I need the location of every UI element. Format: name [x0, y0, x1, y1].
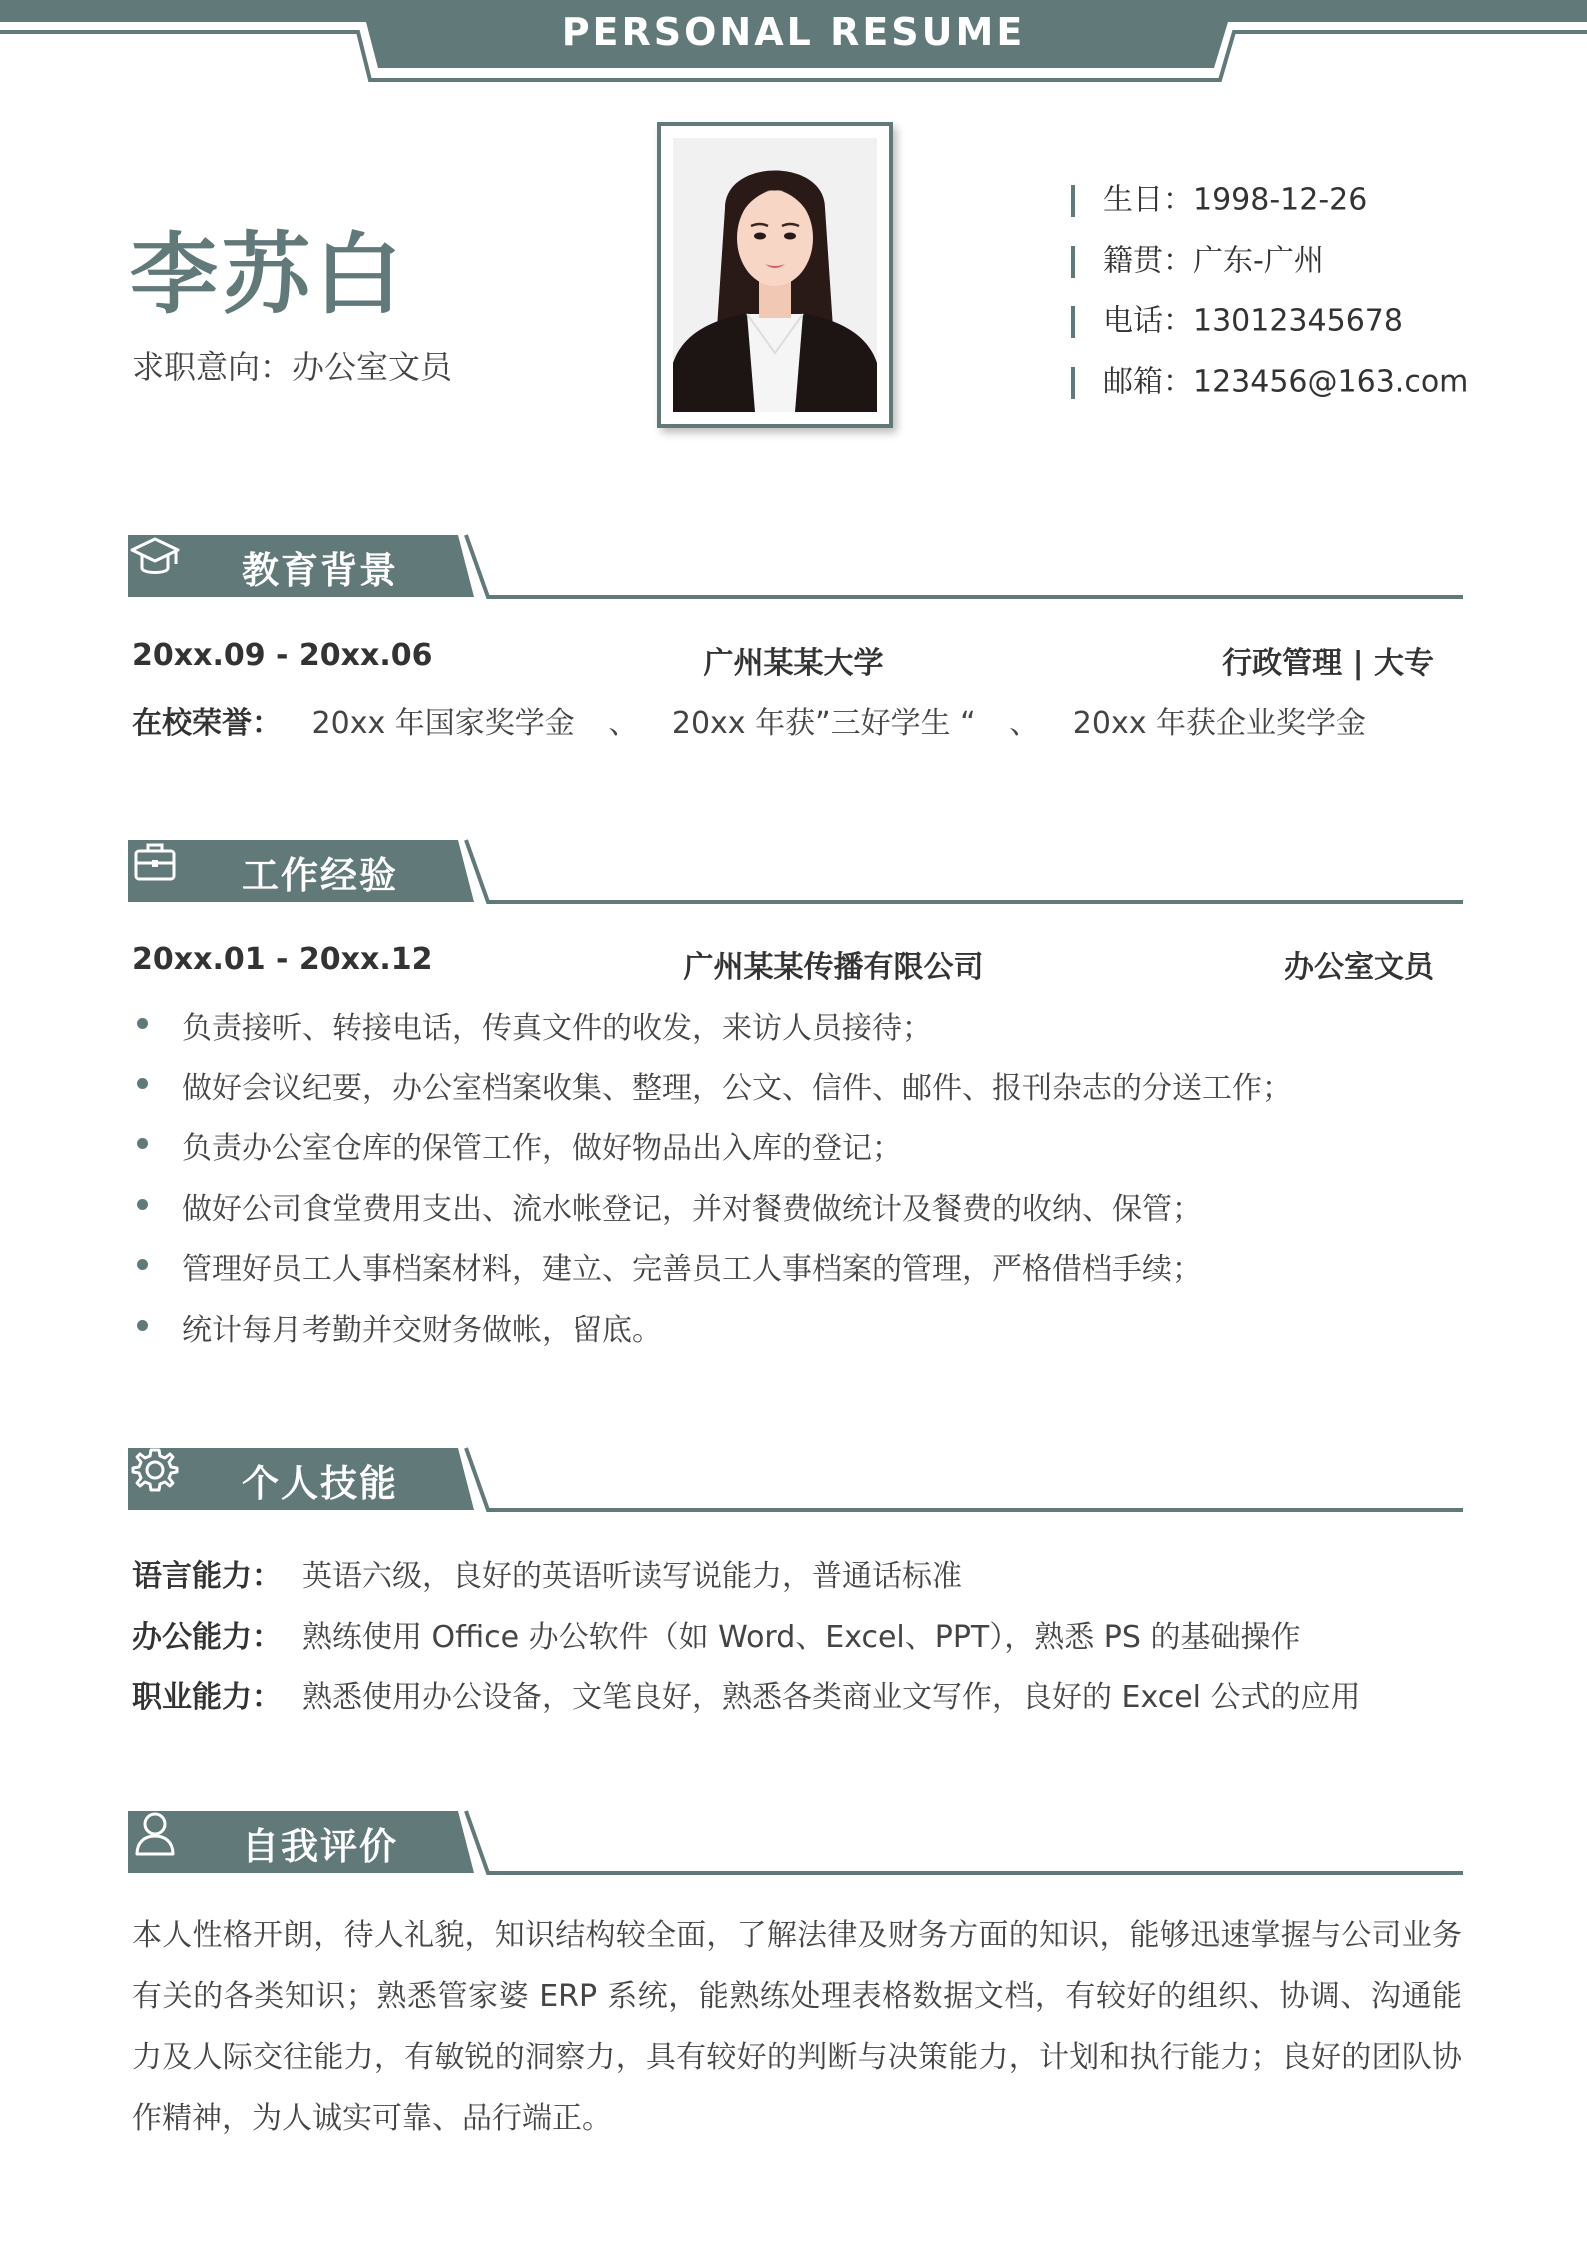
- skill-label: 语言能力：: [132, 1559, 282, 1594]
- honor-separator: 、: [1009, 706, 1040, 741]
- skill-label: 办公能力：: [132, 1620, 282, 1655]
- info-value: 123456@163.com: [1193, 364, 1469, 400]
- section-header-self-eval: [128, 1806, 1463, 1878]
- duty-text: 做好公司食堂费用支出、流水帐登记，并对餐费做统计及餐费的收纳、保管；: [182, 1192, 1202, 1227]
- graduation-cap-icon: [128, 530, 182, 584]
- gear-icon: [128, 1443, 182, 1497]
- honors-label: 在校荣誉：: [132, 706, 282, 741]
- duty-text: 管理好员工人事档案材料，建立、完善员工人事档案的管理，严格借档手续；: [182, 1252, 1202, 1287]
- banner-title: PERSONAL RESUME: [561, 10, 1026, 54]
- section-title: 工作经验: [242, 854, 398, 897]
- info-bar: [1071, 246, 1075, 278]
- skill-row-professional: [132, 1672, 1361, 1716]
- section-header-education: [128, 530, 1463, 602]
- briefcase-icon: [128, 835, 182, 889]
- skill-value: 英语六级，良好的英语听读写说能力，普通话标准: [302, 1559, 962, 1594]
- skill-value: 熟练使用 Office 办公软件（如 Word、Excel、PPT），熟悉 PS 的基础操作: [302, 1620, 1301, 1655]
- portrait-illustration: [673, 138, 877, 412]
- info-label: 邮箱：: [1103, 364, 1193, 400]
- skill-label: 职业能力：: [132, 1680, 282, 1715]
- profile-photo-frame: [657, 122, 893, 428]
- info-label: 电话：: [1103, 303, 1193, 339]
- bullet-dot: [137, 1320, 148, 1331]
- skill-value: 熟悉使用办公设备，文笔良好，熟悉各类商业文写作，良好的 Excel 公式的应用: [302, 1680, 1361, 1715]
- info-label: 生日：: [1103, 182, 1193, 218]
- profile-photo: [673, 138, 877, 412]
- candidate-name: 李苏白: [130, 223, 407, 326]
- honor-item: 20xx 年获”三好学生 “: [671, 706, 976, 741]
- list-item: [132, 1003, 1462, 1063]
- section-title: 自我评价: [242, 1825, 398, 1868]
- info-value: 广东-广州: [1193, 243, 1324, 279]
- honor-separator: 、: [608, 706, 639, 741]
- objective-label: 求职意向：: [132, 348, 293, 386]
- section-header-work: [128, 835, 1463, 907]
- skill-row-language: [132, 1551, 962, 1595]
- list-item: [132, 1184, 1462, 1244]
- info-value: 13012345678: [1193, 303, 1403, 339]
- education-major: 行政管理 | 大专: [1222, 646, 1434, 681]
- section-title: 教育背景: [242, 549, 398, 592]
- honor-item: 20xx 年获企业奖学金: [1072, 706, 1367, 741]
- info-bar: [1071, 185, 1075, 217]
- list-item: [132, 1063, 1462, 1123]
- duty-text: 负责接听、转接电话，传真文件的收发，来访人员接待；: [182, 1011, 932, 1046]
- duty-text: 做好会议纪要，办公室档案收集、整理，公文、信件、邮件、报刊杂志的分送工作；: [182, 1071, 1292, 1106]
- info-birthday: [1071, 180, 1367, 220]
- self-evaluation-text: 本人性格开朗，待人礼貌，知识结构较全面，了解法律及财务方面的知识，能够迅速掌握与公司业务有关的各类知识；熟悉管家婆 ERP 系统，能熟练处理表格数据文档，有较好的组织、协调、沟通能力及人际交往能力，有敏锐的洞察力，具有较好的判断与决策能力，计划和执行能力；良好的团队协作精神，为人诚实可靠、品行端正。: [132, 1918, 1462, 2136]
- list-item: [132, 1244, 1462, 1304]
- info-email: [1071, 362, 1468, 402]
- info-label: 籍贯：: [1103, 243, 1193, 279]
- education-period: 20xx.09 - 20xx.06: [132, 638, 433, 673]
- section-title: 个人技能: [242, 1462, 398, 1505]
- info-bar: [1071, 367, 1075, 399]
- list-item: [132, 1305, 1462, 1365]
- work-position: 办公室文员: [1284, 950, 1434, 985]
- objective-value: 办公室文员: [292, 348, 453, 386]
- list-item: [132, 1123, 1462, 1183]
- bullet-dot: [137, 1018, 148, 1029]
- education-honors: [132, 698, 1366, 742]
- section-header-skills: [128, 1443, 1463, 1515]
- education-school: 广州某某大学: [703, 646, 884, 681]
- job-objective: [132, 342, 452, 388]
- bullet-dot: [137, 1138, 148, 1149]
- duty-text: 负责办公室仓库的保管工作，做好物品出入库的登记；: [182, 1131, 902, 1166]
- work-company: 广州某某传播有限公司: [683, 950, 984, 985]
- honor-item: 20xx 年国家奖学金: [311, 706, 575, 741]
- skill-row-office: [132, 1612, 1300, 1656]
- info-bar: [1071, 306, 1075, 338]
- info-value: 1998-12-26: [1193, 182, 1368, 218]
- bullet-dot: [137, 1259, 148, 1270]
- info-phone: [1071, 301, 1403, 341]
- work-period: 20xx.01 - 20xx.12: [132, 942, 433, 977]
- bullet-dot: [137, 1199, 148, 1210]
- bullet-dot: [137, 1078, 148, 1089]
- user-icon: [128, 1806, 182, 1860]
- info-hometown: [1071, 241, 1324, 281]
- duty-text: 统计每月考勤并交财务做帐，留底。: [182, 1313, 662, 1348]
